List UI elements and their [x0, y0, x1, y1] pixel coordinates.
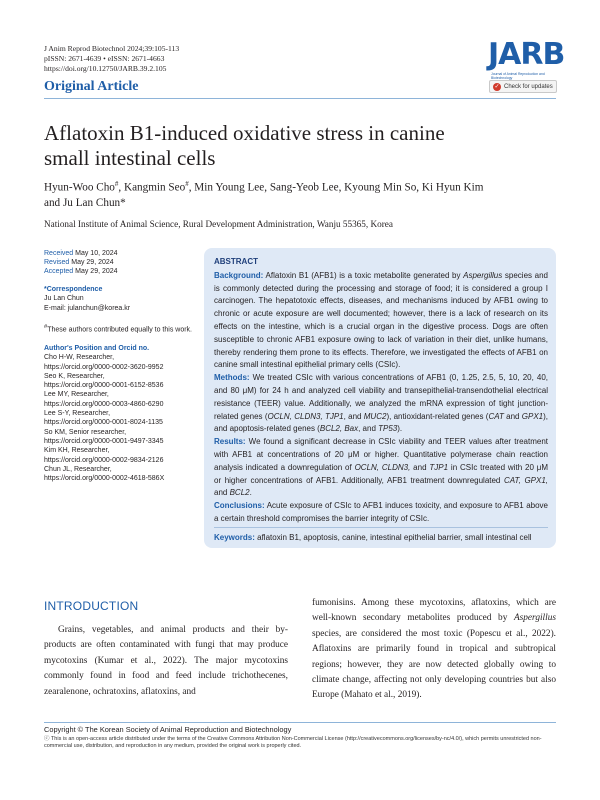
- correspondence-block: [44, 285, 130, 313]
- keywords-row: [214, 527, 548, 543]
- methods-text: , and: [343, 411, 364, 421]
- article-type-label: Original Article: [44, 79, 139, 94]
- methods-genes: OCLN, CLDN3, TJP1: [267, 411, 344, 421]
- orcid-link[interactable]: https://orcid.org/0000-0002-3620-9952: [44, 363, 164, 371]
- results-genes: CAT, GPX1,: [503, 475, 549, 485]
- results-genes: TJP1: [429, 462, 449, 472]
- equal-note-mark: #: [44, 324, 48, 330]
- author-list: [44, 177, 564, 212]
- journal-logo-subtitle: Journal of Animal Reproduction and Biotechnology: [491, 72, 545, 80]
- results-genes: OCLN, CLDN3,: [354, 462, 411, 472]
- author-seo: , Kangmin Seo: [118, 181, 186, 194]
- orcid-line: So KM, Senior researcher,: [44, 428, 127, 436]
- conclusions-text: Acute exposure of CSIc to AFB1 induces toxicity, and exposure to AFB1 above a certain threshold compromises the barrier integrity of CSIc.: [214, 501, 548, 523]
- methods-text: ), and apoptosis-related genes (: [214, 411, 549, 434]
- author-cho: Hyun-Woo Cho: [44, 181, 115, 194]
- intro-column-right: [312, 596, 556, 704]
- journal-citation: J Anim Reprod Biotechnol 2024;39:105-113: [44, 44, 180, 53]
- background-text: species and is commonly detected during the processing and storage of food; it is considered a group I carcinogen. The hepatotoxic effects, diseases, and mechanisms induced by AFB1 owing to chronic or acute exposure are well documented; however, there is a lack of research on its effects on the intestine, which is a crucial organ in the digestive process. Dogs are often susceptible to chronic AFB1 exposure owing to lack of variation in their diet, unlike humans, thereby rendering them prone to its effects. Therefore, we investigated the effects of AFB1 on canine small intestinal epithelial primary cells (CSIc).: [214, 270, 549, 370]
- intro-right-text: fumonisins. Among these mycotoxins, aflatoxins, which are well-known secondary metabolites produced by: [312, 598, 556, 624]
- keywords-label: Keywords:: [214, 533, 255, 542]
- orcid-link[interactable]: https://orcid.org/0000-0001-6152-8536: [44, 382, 164, 390]
- equal-contribution-note: [44, 323, 192, 335]
- orcid-link[interactable]: https://orcid.org/0000-0001-9497-3345: [44, 437, 164, 445]
- intro-right-text: species, are considered the most toxic (Popescu et al., 2022). Aflatoxins are primarily found in tropical and subtropical regions; however, they are now detected globally owing to climate change, affecting not only developing countries but also Europe (Mahato et al., 2019).: [312, 628, 556, 701]
- copyright-notice: Copyright © The Korean Society of Animal Reproduction and Biotechnology: [44, 725, 292, 734]
- author-cho-mark: #: [114, 180, 119, 188]
- article-title: [44, 121, 564, 171]
- check-updates-label: Check for updates: [504, 83, 553, 90]
- license-notice: ⓒ This is an open-access article distributed under the terms of the Creative Commons Attribution Non-Commercial License (http://creativecommons.org/licenses/by-nc/4.0/), which permits unrestricted non-commercial use, distribution, and reproduction in any medium, provided the original work is properly cited.: [44, 736, 542, 750]
- results-text: and: [410, 462, 430, 472]
- check-updates-button[interactable]: [489, 80, 557, 93]
- intro-right-italic: Aspergillus: [513, 613, 556, 624]
- orcid-link[interactable]: https://orcid.org/0000-0002-4618-586X: [44, 475, 165, 483]
- methods-genes: BCL2, Bax: [319, 424, 359, 434]
- accepted-date: May 29, 2024: [75, 268, 118, 276]
- orcid-link[interactable]: https://orcid.org/0000-0001-8024-1135: [44, 419, 163, 427]
- background-text: Aflatoxin B1 (AFB1) is a toxic metabolite generated by: [263, 270, 464, 280]
- abstract-methods: [214, 372, 548, 436]
- header-divider: [44, 98, 556, 99]
- background-label: Background:: [214, 270, 264, 280]
- results-text: in CSIc treated with 20 μM or higher concentrations of AFB1. Additionally, AFB1 treatment downregulated: [214, 462, 549, 485]
- orcid-line: Kim KH, Researcher,: [44, 447, 110, 455]
- orcid-heading: Author's Position and Orcid no.: [44, 345, 150, 352]
- orcid-line: Cho H-W, Researcher,: [44, 354, 115, 362]
- results-text: .: [249, 488, 252, 498]
- results-text: We found a significant decrease in CSIc viability and TEER values after treatment with AFB1 at concentrations of 20 μM or higher. Quantitative polymerase chain reaction analysis indicated a downregulation of: [214, 437, 548, 472]
- methods-genes: GPX1: [521, 411, 544, 421]
- footer-divider: [44, 722, 556, 723]
- orcid-line: Chun JL, Researcher,: [44, 465, 112, 473]
- received-date: May 10, 2024: [75, 250, 118, 257]
- methods-text: ), antioxidant-related genes (: [386, 411, 489, 421]
- abstract-results: [214, 436, 548, 500]
- correspondence-heading: *Correspondence: [44, 286, 103, 293]
- author-seo-mark: #: [185, 180, 189, 188]
- journal-meta: [44, 44, 179, 75]
- methods-genes: CAT: [488, 411, 504, 421]
- revised-date: May 29, 2024: [71, 259, 114, 267]
- orcid-link[interactable]: https://orcid.org/0000-0003-4860-6290: [44, 400, 164, 408]
- check-updates-icon: ✓: [494, 83, 500, 90]
- abstract-background: [214, 270, 548, 372]
- affiliation: National Institute of Animal Science, Rural Development Administration, Wanju 55365, Korea: [44, 219, 393, 229]
- orcid-line: Seo K, Researcher,: [44, 372, 105, 380]
- intro-column-left: Grains, vegetables, and animal products and their by-products are often contaminated with fungi that may produce mycotoxins (Kumar et al., 2022). The major mycotoxins commonly found in food and feed include trichothecenes, zearalenone, ochratoxins, aflatoxins, and: [44, 625, 288, 697]
- methods-text: and: [503, 411, 522, 421]
- doi-link[interactable]: https://doi.org/10.12750/JARB.39.2.105: [44, 64, 167, 74]
- methods-text: , and: [358, 424, 379, 434]
- title-line-2: small intestinal cells: [44, 146, 216, 170]
- orcid-block: [44, 344, 164, 483]
- results-genes: BCL2: [229, 488, 250, 498]
- title-line-1: Aflatoxin B1-induced oxidative stress in canine: [44, 121, 445, 145]
- received-label: Received: [44, 250, 74, 257]
- article-dates: [44, 249, 118, 277]
- correspondence-email[interactable]: E-mail: julanchun@korea.kr: [44, 304, 131, 312]
- author-others: , Min Young Lee, Sang-Yeob Lee, Kyoung Min So, Ki Hyun Kim: [188, 181, 484, 194]
- orcid-line: Lee MY, Researcher,: [44, 391, 109, 399]
- conclusions-label: Conclusions:: [214, 501, 265, 511]
- methods-genes: TP53: [378, 424, 398, 434]
- keywords-text: aflatoxin B1, apoptosis, canine, intestinal epithelial barrier, small intestinal cell: [254, 533, 532, 542]
- abstract-box: [204, 248, 556, 548]
- orcid-link[interactable]: https://orcid.org/0000-0002-9834-2126: [44, 456, 164, 464]
- background-italic: Aspergillus: [463, 270, 503, 280]
- equal-note-text: These authors contributed equally to this work.: [47, 326, 192, 334]
- methods-genes: MUC2: [363, 411, 387, 421]
- accepted-label: Accepted: [44, 268, 74, 276]
- orcid-line: Lee S-Y, Researcher,: [44, 410, 111, 418]
- revised-label: Revised: [44, 259, 70, 267]
- methods-text: ).: [397, 424, 403, 434]
- journal-logo: JARB: [488, 37, 565, 72]
- methods-label: Methods:: [214, 373, 250, 383]
- correspondence-name: Ju Lan Chun: [44, 295, 84, 303]
- abstract-conclusions: [214, 500, 548, 526]
- methods-text: We treated CSIc with various concentrations of AFB1 (0, 1.25, 2.5, 5, 10, 20, 40, and 80 μM) for 24 h and analyzed cell viability and transepithelial-transendothelial electrical resistance (TEER) value. Additionally, we analyzed the mRNA expression of tight junction-related genes (: [214, 373, 548, 421]
- issn-line: pISSN: 2671-4639 • eISSN: 2671-4663: [44, 54, 165, 64]
- introduction-heading: INTRODUCTION: [44, 599, 139, 613]
- author-line-2: and Ju Lan Chun*: [44, 197, 126, 210]
- results-text: and: [214, 488, 230, 498]
- abstract-heading: ABSTRACT: [214, 257, 258, 266]
- abstract-body: [214, 256, 548, 526]
- results-label: Results:: [214, 437, 246, 447]
